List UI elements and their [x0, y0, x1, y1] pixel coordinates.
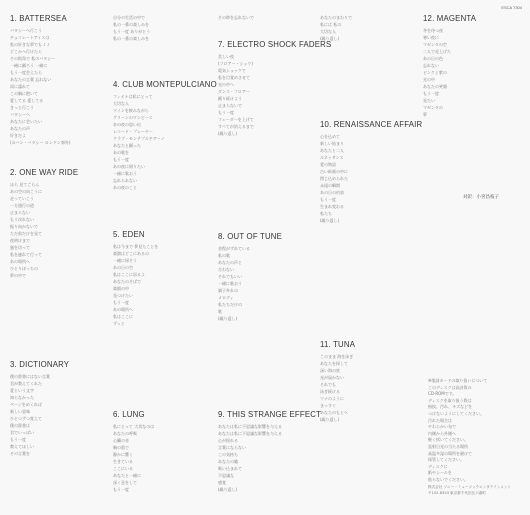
- lyric-line: ピンクと紫の: [423, 70, 447, 75]
- lyric-line: バタシーへ: [10, 112, 30, 117]
- lyric-line: この気持ち: [218, 452, 238, 457]
- lyric-line: 私には 私の: [320, 22, 342, 27]
- lyric-line: 一緒に探そう: [113, 258, 137, 263]
- lyric-line: フィオナは私にとって: [113, 94, 153, 99]
- note-line: 高温多湿の場所を避けて: [428, 450, 472, 456]
- lyric-line: ずっと: [113, 321, 125, 326]
- lyric-line: もう一度: [423, 91, 439, 96]
- lyric-line: あの日の空: [113, 265, 133, 270]
- lyric-line: ひとりぼっちの: [10, 266, 38, 271]
- song-title: 6. LUNG: [113, 410, 145, 419]
- lyric-line: 心臓の音: [113, 438, 129, 443]
- translation-credit: 対訳：小宮昌枝子: [463, 195, 499, 200]
- lyric-line: レコード・プレーヤー: [113, 129, 153, 134]
- lyric-line: 心が揺れる: [218, 438, 238, 443]
- lyric-line: 私たちだけの: [218, 302, 242, 307]
- lyric-line: マゼンタの空: [423, 42, 447, 47]
- lyric-line: もう一度: [320, 197, 336, 202]
- lyric-line: あなたの笑顔: [423, 84, 447, 89]
- lyric-line: 電気ショックで: [218, 68, 246, 73]
- lyric-line: 好きだよ: [10, 133, 26, 138]
- lyric-line: マゼンタの: [423, 105, 443, 110]
- lyric-line: 風を切って: [10, 245, 30, 250]
- note-line: CD-ROMです。: [428, 391, 457, 397]
- lyric-line: あの場所へ: [10, 259, 30, 264]
- lyric-line: 楽園はどこにあるの: [113, 251, 149, 256]
- lyric-line: 深く息をして: [113, 480, 137, 485]
- lyric-line: このまま 海を泳ぎ: [320, 354, 354, 359]
- lyric-line: 僕の辞書にはない言葉: [10, 374, 50, 379]
- lyric-line: ワインを飲みながら: [113, 108, 149, 113]
- lyric-line: 僕の辞書は: [10, 423, 30, 428]
- catalog-code: ESCA 7304: [501, 5, 522, 10]
- lyric-line: 深い海の底: [320, 368, 340, 373]
- lyric-line: 見つけたい: [113, 293, 133, 298]
- lyric-line: 夜明けまで: [10, 238, 30, 243]
- lyric-line: もう一度: [218, 110, 234, 115]
- lyric-line: あの夜に帰りたい: [113, 164, 145, 169]
- lyric-line: (繰り返し): [320, 218, 340, 223]
- note-line: 保管してください。: [428, 457, 464, 463]
- lyric-line: それでも: [320, 382, 336, 387]
- song-title: 1. BATTERSEA: [10, 14, 67, 23]
- lyric-line: それでもいい: [218, 274, 242, 279]
- lyric-line: 夢の中で: [10, 273, 26, 278]
- lyric-line: 自分の生活の中で: [113, 15, 145, 20]
- lyric-line: 二人で見上げた: [423, 49, 451, 54]
- note-address: 〒102-8353 東京都千代田区六番町: [428, 491, 486, 496]
- lyric-line: 教えてほしい: [10, 444, 34, 449]
- note-publisher: 株式会社 ソニー・ミュージックエンタテインメント: [428, 484, 512, 489]
- lyric-line: あなたの声: [10, 126, 30, 131]
- song-title: 11. TUNA: [320, 340, 356, 349]
- lyric-line: 夢: [423, 112, 427, 117]
- lyric-line: ページをめくれば: [10, 402, 42, 407]
- lyric-line: 私の好きな夢でも ♪ ♪: [10, 42, 50, 47]
- lyric-line: 言葉にならない: [218, 445, 246, 450]
- lyric-line: (繰り返し): [320, 417, 340, 422]
- lyric-line: あなたの呼吸: [113, 431, 137, 436]
- lyric-line: 私は今まで 夢見たことを: [113, 244, 159, 249]
- song-section: [218, 40, 332, 137]
- lyric-line: (繰り返し): [218, 316, 238, 321]
- lyric-line: あの歌を: [113, 150, 129, 155]
- lyric-line: 私にとって 大切なのは: [113, 424, 155, 429]
- lyric-line: 泳ぎ続ける: [320, 389, 340, 394]
- lyric-line: 生きている: [113, 459, 133, 464]
- lyric-line: ダンス・フロアー: [218, 89, 250, 94]
- lyric-line: (フロアー・ショウ): [218, 61, 253, 66]
- lyric-line: 吸い込まれて: [218, 466, 242, 471]
- lyric-line: もう戻れない: [10, 217, 34, 222]
- lyric-line: (繰り返し): [218, 131, 238, 136]
- lyric-line: (繰り返し): [320, 36, 340, 41]
- lyric-line: 冬を待つ夜: [423, 28, 443, 33]
- lyric-line: ひとつずつ覚えて: [10, 416, 42, 421]
- lyric-line: あの夜のこと: [113, 185, 137, 190]
- lyrics-column-4: [320, 0, 423, 515]
- lyric-line: ほら 見てごらん: [10, 182, 40, 187]
- lyric-line: 雨に濡れて: [10, 84, 30, 89]
- lyric-line: 見たい: [423, 98, 435, 103]
- lyric-line: あなたのもとへ: [320, 410, 348, 415]
- note-line: 紙やシールを: [428, 470, 452, 476]
- note-line: 内側から外側へ: [428, 430, 456, 436]
- lyric-line: もう一度: [113, 157, 129, 162]
- lyric-line: 光が届かない: [320, 375, 344, 380]
- note-line: このディスクは高音質の: [428, 384, 472, 390]
- lyric-line: 私の一番の楽しみを: [113, 36, 149, 41]
- lyric-line: 新しい意味: [10, 409, 30, 414]
- lyric-line: ツナのように: [320, 396, 344, 401]
- song-section: [113, 80, 217, 191]
- lyric-line: もう一度: [113, 487, 129, 492]
- lyric-line: 生まれ変わる: [320, 204, 344, 209]
- song-section: [218, 410, 322, 493]
- lyric-line: 君でいっぱい: [10, 430, 34, 435]
- lyric-line: 歌: [218, 309, 222, 314]
- note-line: やわらかい布で: [428, 424, 456, 430]
- lyric-line: もう一度会えたら: [10, 70, 42, 75]
- lyric-line: あなたは私に不思議な影響を与える: [218, 431, 282, 436]
- lyric-line: あなたのそばで: [113, 279, 141, 284]
- lyric-line: その言葉を: [10, 451, 30, 456]
- lyric-line: 古い絵画の中に: [320, 169, 348, 174]
- lyric-line: あなたの瞳: [218, 459, 238, 464]
- note-line: ディスクを取り扱う際は: [428, 397, 472, 403]
- lyric-line: 私はここに居るよ: [113, 272, 145, 277]
- lyric-line: 愛の物語: [320, 162, 336, 167]
- lyric-line: 心を込めて: [320, 134, 340, 139]
- lyric-line: ここにいる: [113, 466, 133, 471]
- song-section: [113, 14, 213, 42]
- lyric-line: この胸に抱いて: [10, 91, 38, 96]
- lyric-line: 美しい夜: [218, 54, 234, 59]
- lyric-line: 新しい始まり: [320, 141, 344, 146]
- lyric-line: あの場所へ: [113, 307, 133, 312]
- lyric-line: 寒い夜に: [423, 35, 439, 40]
- lyric-line: ただ前だけを見て: [10, 231, 42, 236]
- lyric-line: 楽園の中: [113, 286, 129, 291]
- note-line: 貼らないでください。: [428, 476, 468, 482]
- lyric-line: その時を忘れないで: [218, 15, 254, 20]
- song-section: [423, 14, 523, 118]
- lyric-line: 感覚: [218, 480, 226, 485]
- lyric-line: (ヨハン・バタシー ロンドン郊外): [10, 140, 71, 145]
- song-title: 8. OUT OF TUNE: [218, 232, 283, 241]
- lyric-line: ルネッサンス: [320, 155, 344, 160]
- lyric-line: あなたのまわりで: [320, 15, 352, 20]
- lyric-line: 一緒に歌おう: [113, 171, 137, 176]
- lyric-line: 一方通行の道: [10, 203, 34, 208]
- song-title: 9. THIS STRANGE EFFECT: [218, 410, 322, 419]
- note-line: ※歌詞カードの取り扱いについて: [428, 378, 488, 383]
- lyrics-column-2: [113, 0, 217, 515]
- lyric-line: 永遠の瞬間: [320, 183, 340, 188]
- lyric-line: 君が教えてくれた: [10, 381, 42, 386]
- lyric-line: 音程がずれている: [218, 246, 250, 251]
- lyric-line: あの夜の思い出: [113, 122, 141, 127]
- lyric-line: 大切な人: [113, 101, 129, 106]
- lyric-line: 胸の奥で: [113, 445, 129, 450]
- song-title: 4. CLUB MONTEPULCIANO: [113, 80, 217, 89]
- song-title: 10. RENAISSANCE AFFAIR: [320, 120, 423, 129]
- lyric-line: クラブ・モンテプルチアーノ: [113, 136, 165, 141]
- song-section: [320, 120, 423, 224]
- lyric-line: あの空の向こうに: [10, 189, 42, 194]
- lyric-line: もう一度 ありがとう: [113, 29, 151, 34]
- lyric-line: もう一度: [10, 437, 26, 442]
- lyric-line: 踊り続けよう: [218, 96, 242, 101]
- song-section: [113, 230, 213, 327]
- song-section: [320, 14, 420, 42]
- lyric-line: どこかへ行けたら: [10, 49, 42, 54]
- lyric-line: フェーダーを上げて: [218, 117, 254, 122]
- song-title: 3. DICTIONARY: [10, 360, 70, 369]
- lyric-line: チョコレートアイスは: [10, 35, 50, 40]
- lyric-line: 止まらない: [10, 210, 30, 215]
- note-line: 指紋、汚れ、キズなどを: [428, 404, 473, 410]
- lyric-line: 一緒に踊ろう 一緒に: [10, 63, 48, 68]
- lyric-line: すべてが消えるまで: [218, 124, 254, 129]
- lyric-line: 閉じ込められた: [320, 176, 348, 181]
- lyric-line: 忘れられない: [113, 178, 137, 183]
- note-line: 直射日光の当たる場所: [428, 443, 468, 449]
- note-line: ディスクに: [428, 463, 448, 469]
- lyric-line: 光の中: [423, 77, 435, 82]
- lyric-line: あなたと二人: [320, 148, 344, 153]
- lyric-line: あなたは私に不思議な影響を与える: [218, 424, 282, 429]
- song-title: 2. ONE WAY RIDE: [10, 168, 79, 177]
- lyric-line: まっすぐ: [320, 403, 336, 408]
- lyric-line: あなたの声と: [218, 260, 242, 265]
- lyric-line: あの日の色: [423, 56, 443, 61]
- song-section: [320, 340, 420, 423]
- lyric-line: あの日の約束: [320, 190, 344, 195]
- song-section: [218, 14, 316, 21]
- song-title: 7. ELECTRO SHOCK FADERS: [218, 40, 332, 49]
- lyrics-column-1: [10, 0, 108, 515]
- usage-note: [428, 378, 524, 497]
- note-line: 軽く拭いてください。: [428, 437, 468, 443]
- lyric-line: 忘れない: [423, 63, 439, 68]
- lyric-line: 調子外れの: [218, 288, 238, 293]
- song-title: 5. EDEN: [113, 230, 145, 239]
- song-section: [10, 14, 108, 146]
- lyric-line: あなたと踊った: [113, 143, 141, 148]
- lyric-line: (繰り返し): [218, 487, 238, 492]
- lyric-line: あなたを探して: [320, 361, 348, 366]
- lyric-line: バタシーへ行こう: [10, 28, 42, 33]
- note-line: つけないようにしてください。: [428, 410, 484, 416]
- lyric-line: 知らなかった: [10, 395, 34, 400]
- lyric-line: 静かに響く: [113, 452, 133, 457]
- song-section: [10, 168, 108, 279]
- lyric-line: あなたと一緒に: [113, 473, 141, 478]
- lyric-line: その街角で 私のバタシー: [10, 56, 56, 61]
- lyric-line: もう一度: [113, 300, 129, 305]
- lyric-line: 私の一番の楽しみを: [113, 22, 149, 27]
- lyric-line: グリーンのワンピース: [113, 115, 153, 120]
- lyric-line: 合わない: [218, 267, 234, 272]
- note-line: 汚れた場合は: [428, 417, 452, 423]
- song-section: [113, 410, 213, 493]
- lyric-line: 私はここに: [113, 314, 133, 319]
- lyric-line: あなたに会いたい: [10, 119, 42, 124]
- song-section: [218, 232, 316, 322]
- lyric-line: 光の中へ: [218, 82, 234, 87]
- lyric-line: 振り向かないで: [10, 224, 38, 229]
- lyric-line: きっと行こう: [10, 105, 34, 110]
- lyric-line: 私の歌: [218, 253, 230, 258]
- lyric-line: 止まらないで: [218, 103, 242, 108]
- lyric-line: 愛してる 愛してる: [10, 98, 44, 103]
- lyric-line: 一緒に歌おう: [218, 281, 242, 286]
- lyric-line: 私たち: [320, 211, 332, 216]
- lyric-line: 私を連れて行って: [10, 252, 42, 257]
- lyric-line: 走っていこう: [10, 196, 34, 201]
- song-section: [10, 360, 108, 457]
- lyric-line: 愛という文字: [10, 388, 34, 393]
- lyric-line: メロディ: [218, 295, 234, 300]
- lyric-line: 大切な人: [320, 29, 336, 34]
- song-title: 12. MAGENTA: [423, 14, 477, 23]
- lyric-line: 不思議な: [218, 473, 234, 478]
- lyric-line: 私を目覚めさせて: [218, 75, 250, 80]
- lyric-line: あなたの言葉 忘れない: [10, 77, 52, 82]
